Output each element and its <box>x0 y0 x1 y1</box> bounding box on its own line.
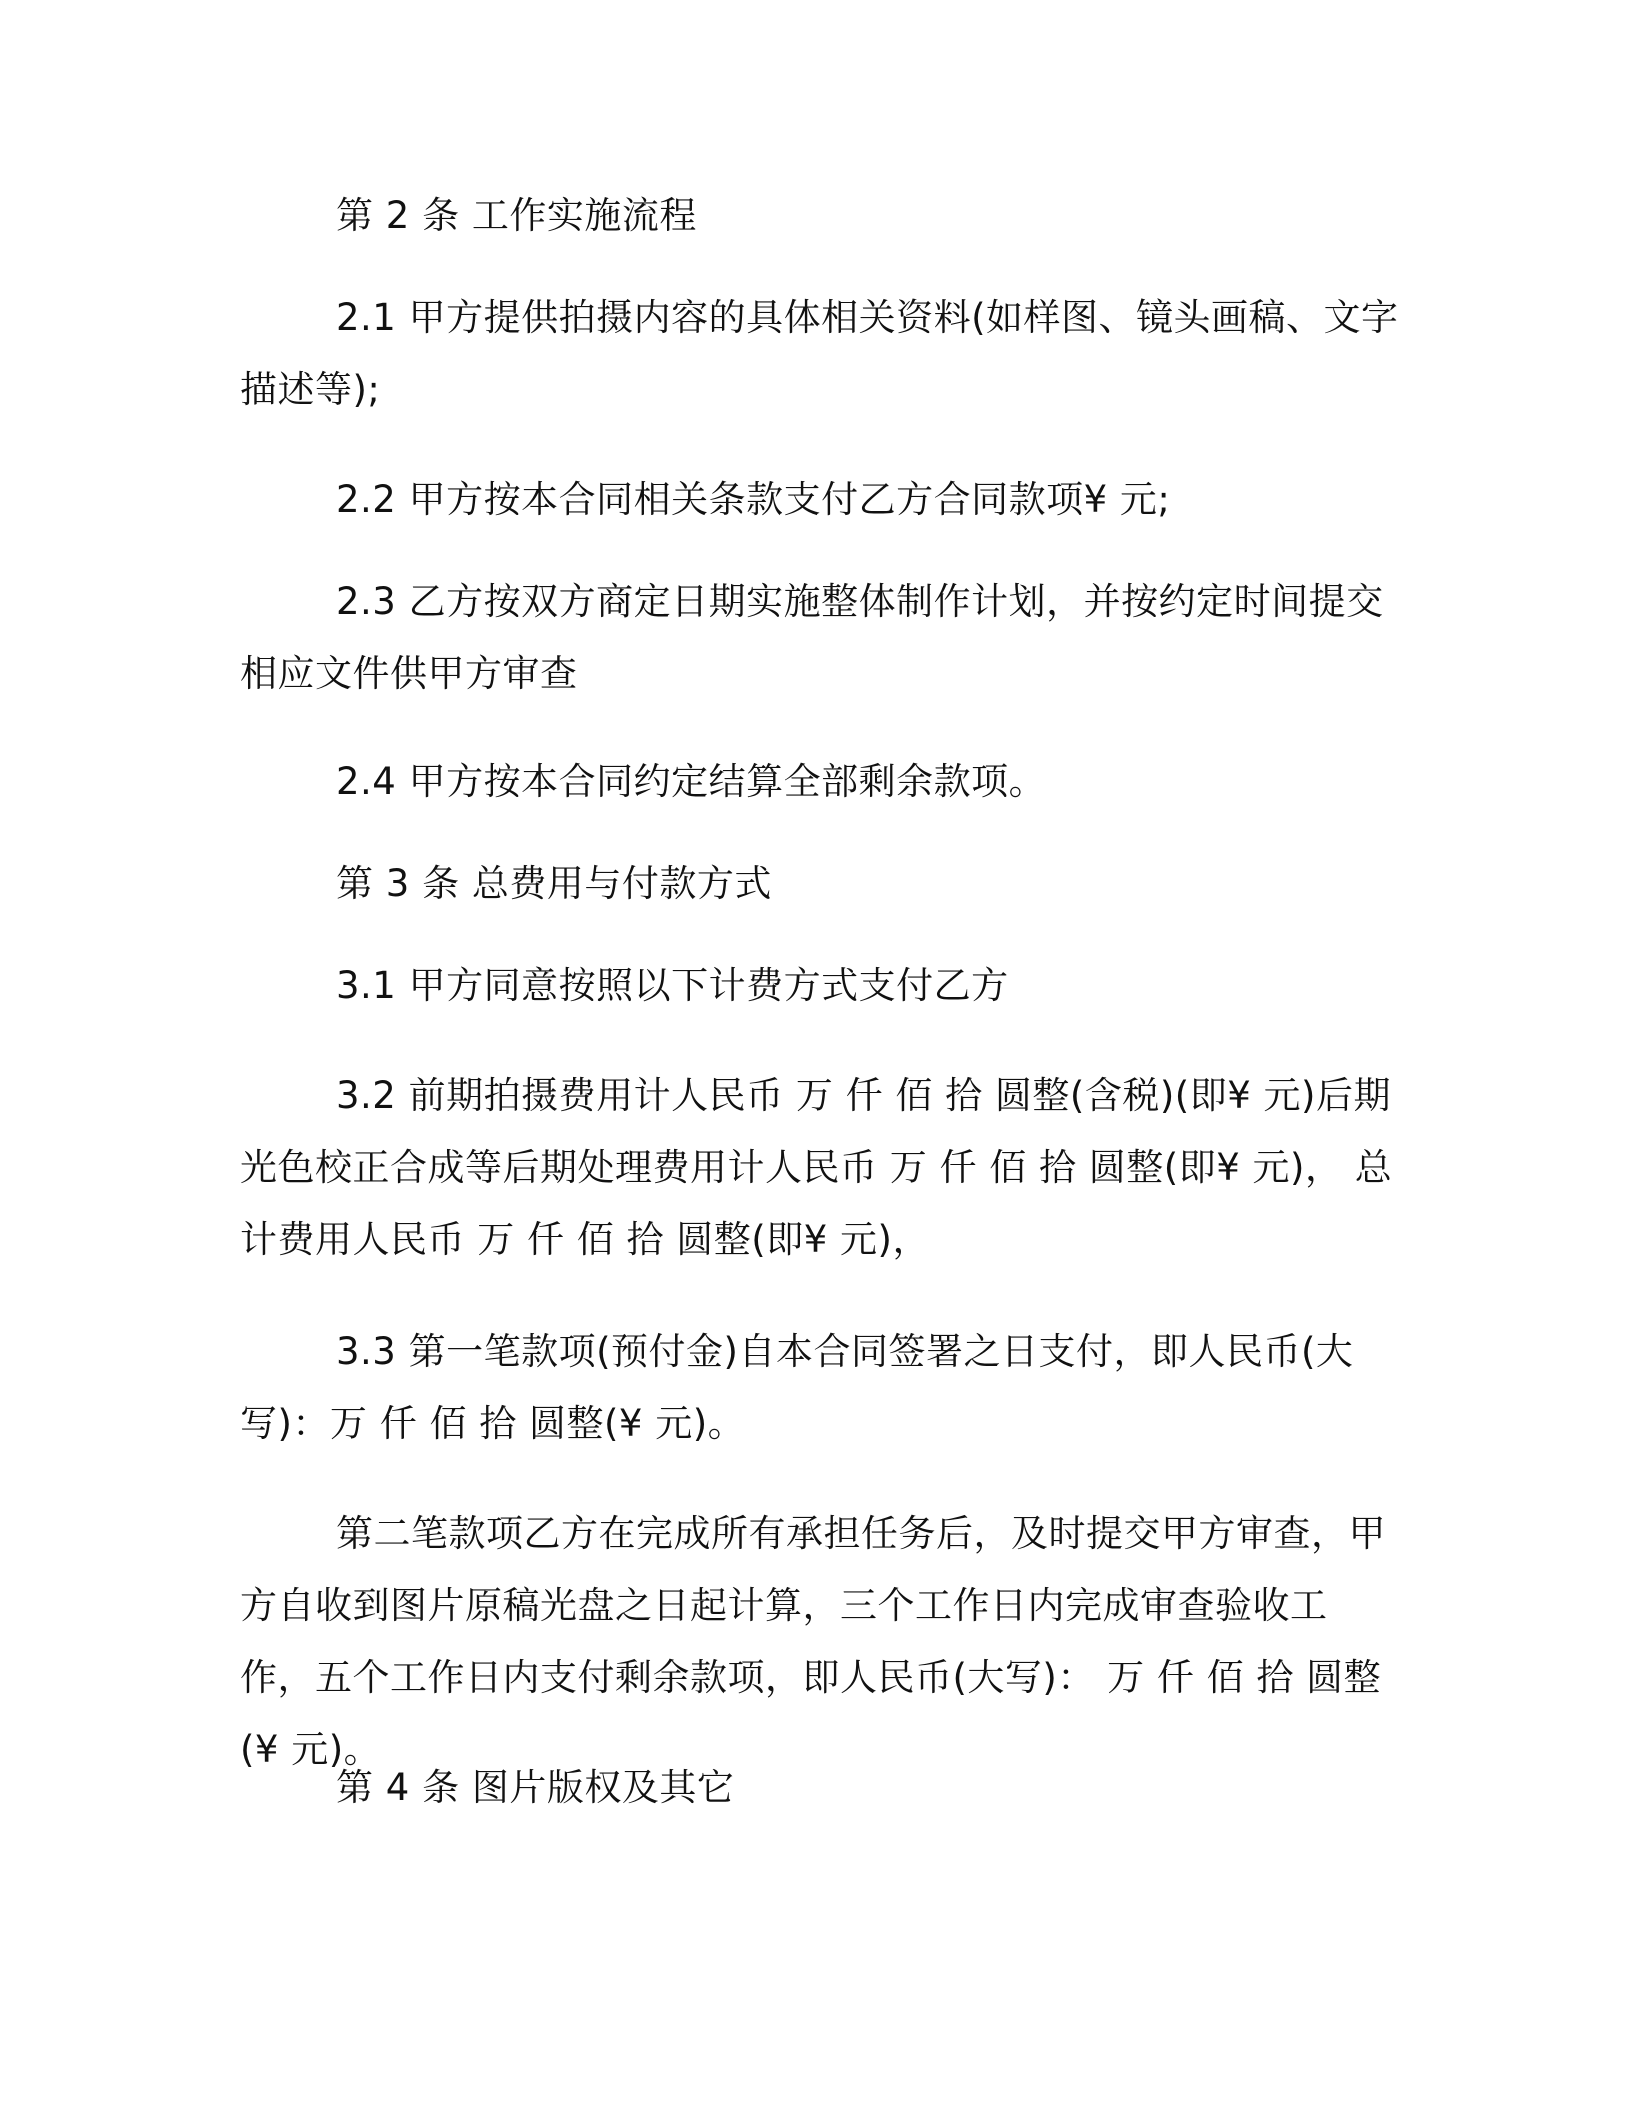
article-3-heading: 第 3 条 总费用与付款方式 <box>336 862 772 905</box>
article-2-heading: 第 2 条 工作实施流程 <box>336 194 697 237</box>
clause-2-1: 2.1 甲方提供拍摄内容的具体相关资料(如样图、镜头画稿、文字描述等); <box>240 296 1399 411</box>
clause-2-2: 2.2 甲方按本合同相关条款支付乙方合同款项¥ 元; <box>336 478 1171 521</box>
clause-3-1: 3.1 甲方同意按照以下计费方式支付乙方 <box>336 964 1009 1007</box>
clause-2-3: 2.3 乙方按双方商定日期实施整体制作计划，并按约定时间提交相应文件供甲方审查 <box>240 580 1384 695</box>
clause-3-2: 3.2 前期拍摄费用计人民币 万 仟 佰 拾 圆整(含税)(即¥ 元)后期光色校正合成等后期处理费用计人民币 万 仟 佰 拾 圆整(即¥ 元)， 总计费用人民币 万 仟 佰 拾 圆整(即¥ 元)， <box>240 1074 1393 1261</box>
article-4-heading: 第 4 条 图片版权及其它 <box>336 1766 735 1809</box>
clause-3-3: 3.3 第一笔款项(预付金)自本合同签署之日支付，即人民币(大写)：万 仟 佰 拾 圆整(¥ 元)。 <box>240 1330 1354 1445</box>
clause-2-4: 2.4 甲方按本合同约定结算全部剩余款项。 <box>336 760 1047 803</box>
clause-3-3-second-payment: 第二笔款项乙方在完成所有承担任务后，及时提交甲方审查，甲方自收到图片原稿光盘之日起计算，三个工作日内完成审查验收工作，五个工作日内支付剩余款项，即人民币(大写)： 万 仟 佰 拾 圆整(¥ 元)。 <box>240 1512 1386 1771</box>
